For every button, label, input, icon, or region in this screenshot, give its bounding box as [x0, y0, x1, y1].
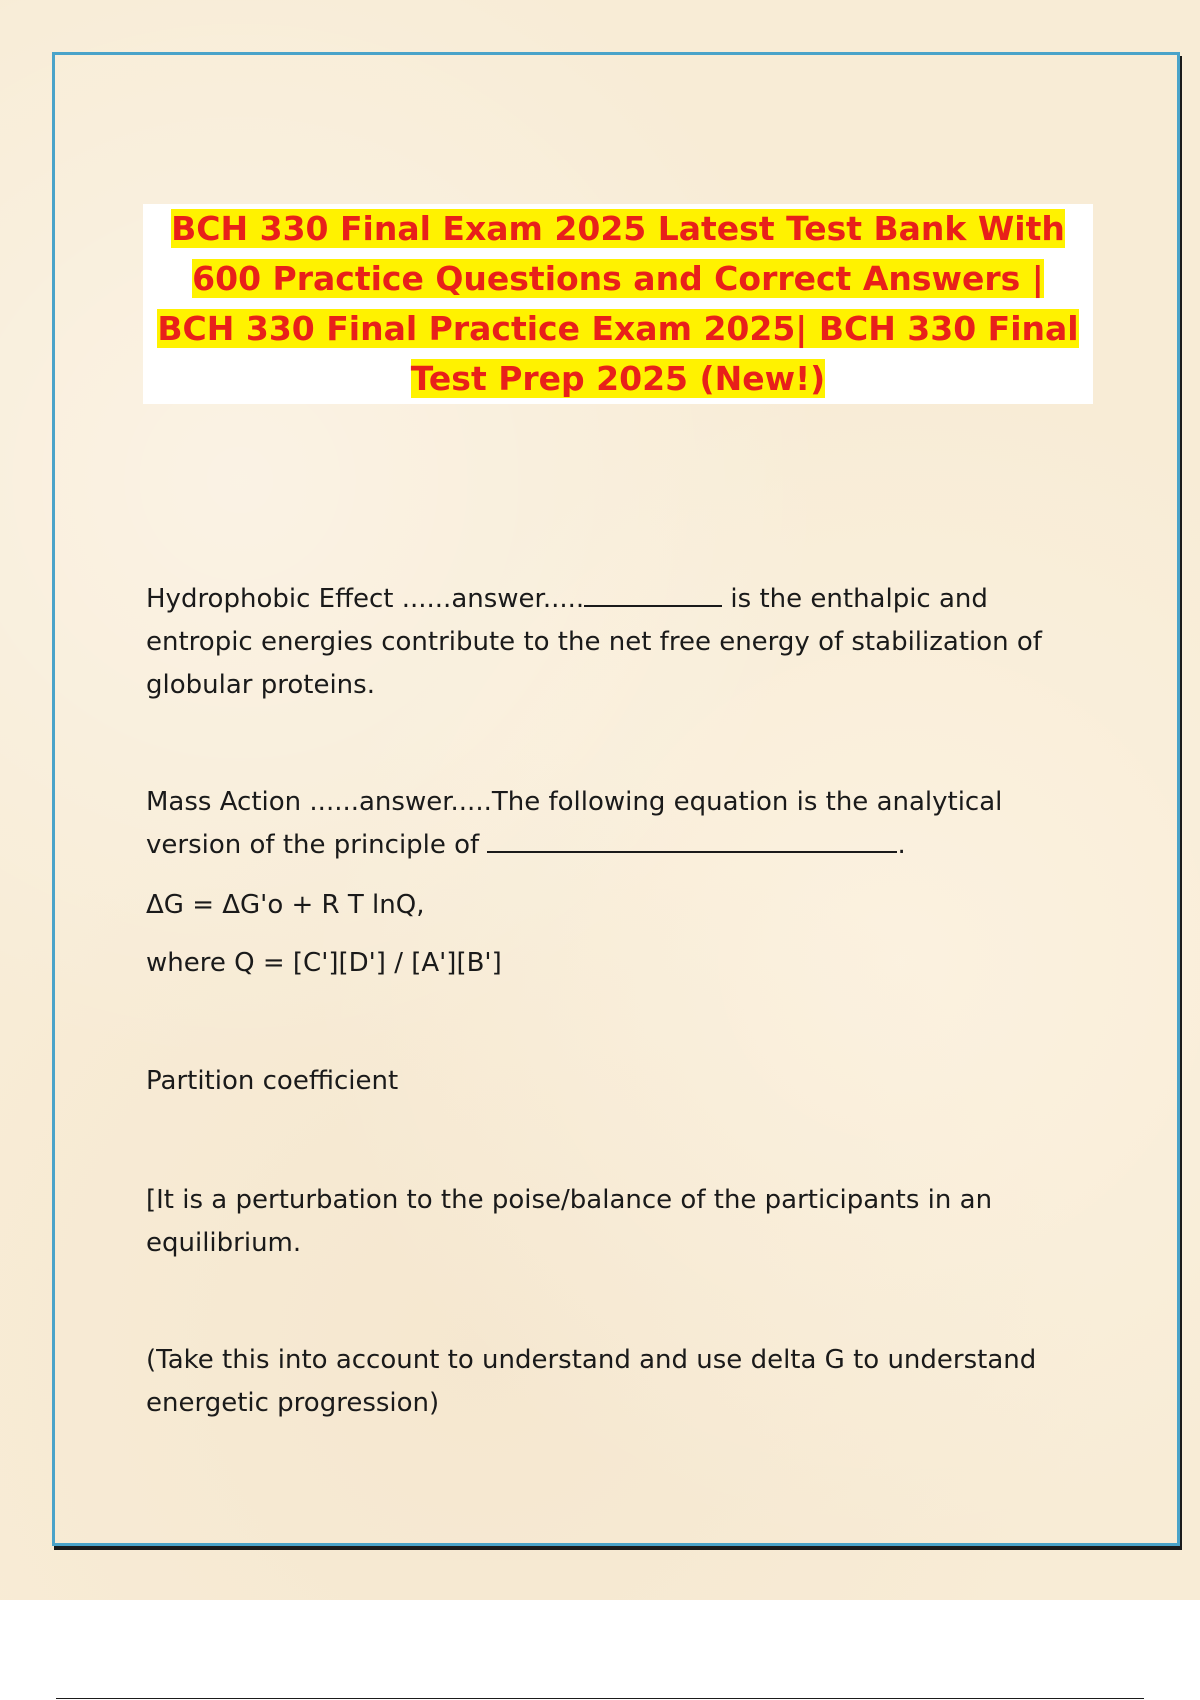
title-banner: [143, 204, 1093, 404]
q1-line-3: globular proteins.: [146, 670, 375, 700]
q2-line-2: version of the principle of .: [146, 824, 906, 867]
q2-line-1: Mass Action ......answer.....The following equation is the analytical: [146, 787, 1003, 817]
q3-line-2: equilibrium.: [146, 1228, 302, 1258]
q3-note-line-2: energetic progression): [146, 1388, 440, 1418]
q2-equation: ΔG = ΔG'o + R T lnQ,: [146, 890, 425, 920]
q1-line-1: Hydrophobic Effect ......answer..... is the enthalpic and: [146, 578, 988, 621]
q3-term: Partition coefficient: [146, 1066, 399, 1096]
footer-divider: [56, 1698, 1144, 1699]
q2-where-clause: where Q = [C'][D'] / [A'][B']: [146, 948, 502, 978]
document-title: BCH 330 Final Exam 2025 Latest Test Bank With 600 Practice Questions and Correct Answers | BCH 330 Final Practice Exam 2025| BCH 330 Final Test Prep 2025 (New!): [157, 209, 1079, 398]
q1-line-2: entropic energies contribute to the net free energy of stabilization of: [146, 627, 1042, 657]
answer-blank: [487, 825, 897, 853]
q3-line-1: [It is a perturbation to the poise/balance of the participants in an: [146, 1185, 993, 1215]
answer-blank: [584, 579, 722, 607]
q3-note-line-1: (Take this into account to understand and use delta G to understand: [146, 1345, 1037, 1375]
